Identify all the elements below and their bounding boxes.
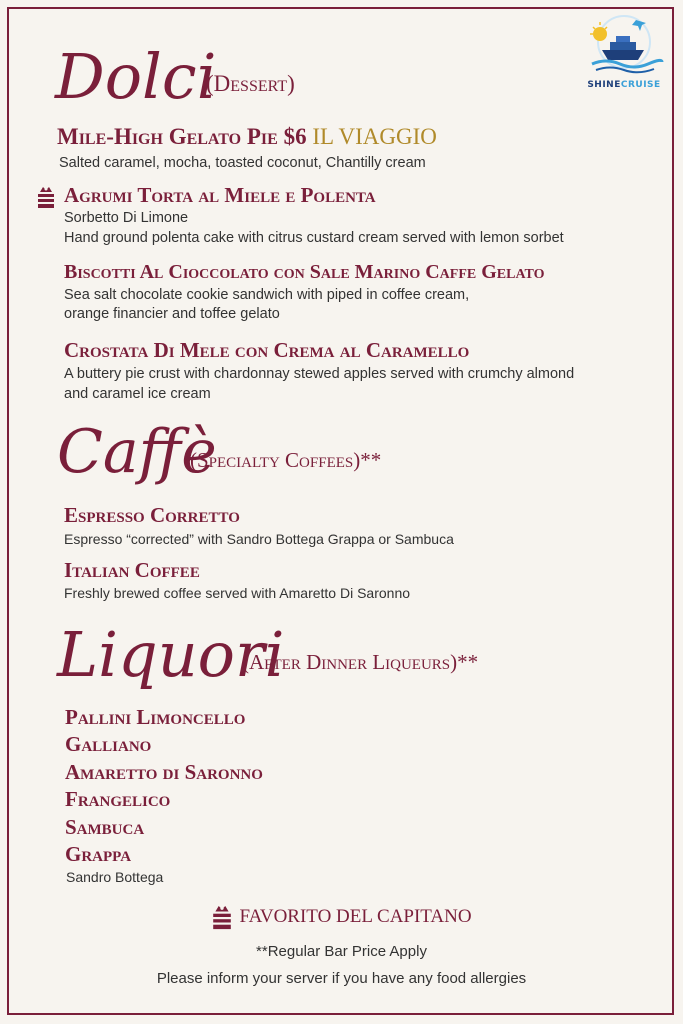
shine-cruise-logo	[582, 12, 666, 90]
item-name: Espresso Corretto	[64, 503, 240, 527]
dolci-subtitle: (Dessert)	[206, 71, 295, 96]
dolci-title: Dolci	[55, 40, 217, 113]
liqueur-item: Galliano	[65, 732, 152, 756]
liqueur-item: Pallini Limoncello	[65, 705, 246, 729]
item-name: Italian Coffee	[64, 558, 200, 582]
captain-crown-icon	[211, 902, 233, 932]
item-description: Sea salt chocolate cookie sandwich with piped in coffee cream,	[64, 287, 470, 303]
item-description: orange financier and toffee gelato	[64, 306, 280, 322]
liqueur-item: Amaretto di Saronno	[65, 760, 263, 784]
menu-item-mile-high-gelato-pie	[57, 124, 437, 149]
item-description: A buttery pie crust with chardonnay stewed apples served with crumchy almond	[64, 366, 575, 382]
item-description: Espresso “corrected” with Sandro Bottega Grappa or Sambuca	[64, 531, 454, 547]
captain-favorite-legend	[0, 902, 683, 932]
item-description: Salted caramel, mocha, toasted coconut, Chantilly cream	[59, 155, 426, 171]
item-name: Agrumi Torta al Miele e Polenta	[64, 183, 376, 207]
brand-name-part2: CRUISE	[620, 80, 661, 90]
captain-favorite-label: FAVORITO DEL CAPITANO	[239, 906, 472, 927]
brand-name-part1: SHINE	[587, 80, 621, 90]
item-name: Mile-High Gelato Pie $6	[57, 124, 307, 149]
item-description: Hand ground polenta cake with citrus custard cream served with lemon sorbet	[64, 230, 564, 246]
liqueur-item: Frangelico	[65, 787, 171, 811]
caffe-subtitle: (Specialty Coffees)**	[190, 448, 382, 472]
allergy-note: Please inform your server if you have any food allergies	[156, 970, 527, 987]
item-description: and caramel ice cream	[64, 386, 211, 402]
item-name: Biscotti Al Cioccolato con Sale Marino Caffe Gelato	[64, 261, 545, 283]
item-description: Freshly brewed coffee served with Amaretto Di Saronno	[64, 585, 411, 601]
caffe-title: Caffè	[57, 417, 217, 487]
liqueur-item: Sambuca	[65, 815, 145, 839]
captain-crown-icon	[36, 184, 56, 210]
liqueur-item: Grappa	[65, 842, 132, 866]
item-description: Sorbetto Di Limone	[64, 210, 189, 226]
liquori-title: Liquori	[57, 618, 285, 691]
grappa-note: Sandro Bottega	[66, 869, 164, 885]
liquori-subtitle: (After Dinner Liqueurs)**	[242, 650, 479, 674]
brand-name	[582, 80, 666, 90]
cruise-ship-icon	[582, 12, 666, 76]
il-viaggio-tag: IL VIAGGIO	[312, 124, 437, 149]
item-name: Crostata Di Mele con Crema al Caramello	[64, 338, 470, 362]
bar-price-note: **Regular Bar Price Apply	[256, 943, 427, 960]
